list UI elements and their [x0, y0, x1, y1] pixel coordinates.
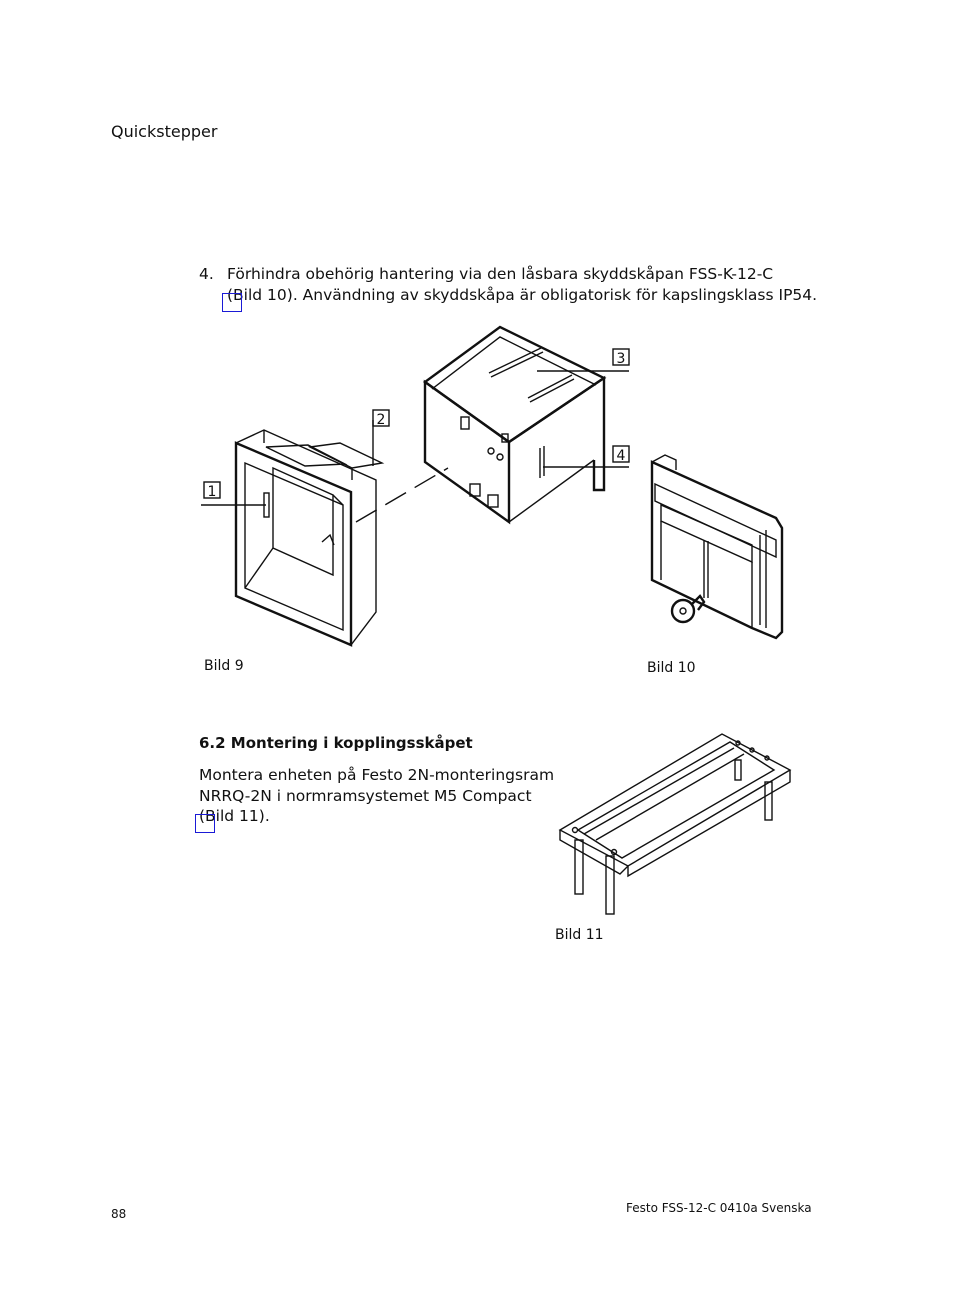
- callout-2-number: 2: [376, 412, 386, 428]
- section-heading: 6.2 Montering i kopplingsskåpet: [199, 734, 473, 752]
- mounting-rail-frame-drawing: [560, 734, 790, 914]
- caption-bild-10: Bild 10: [647, 660, 696, 676]
- document-id: Festo FSS-12-C 0410a Svenska: [626, 1201, 812, 1215]
- running-header: Quickstepper: [111, 122, 218, 141]
- callout-4-number: 4: [616, 448, 626, 464]
- paragraph-line-2: NRRQ-2N i normramsystemet M5 Compact: [199, 786, 532, 805]
- paragraph-line-3: (Bild 11).: [199, 807, 270, 825]
- page-number: 88: [111, 1207, 127, 1221]
- callout-3-number: 3: [616, 351, 626, 367]
- callout-1-number: 1: [207, 484, 217, 500]
- caption-bild-9: Bild 9: [204, 658, 244, 674]
- paragraph-line-1: Montera enheten på Festo 2N-monteringsram: [199, 766, 555, 784]
- step-text-line-2: (Bild 10). Användning av skyddskåpa är obligatorisk för kapslingsklass IP54.: [227, 285, 818, 304]
- caption-bild-11: Bild 11: [555, 927, 604, 943]
- step-text-line-1: Förhindra obehörig hantering via den låsbara skyddskåpan FSS-K-12-C: [227, 265, 774, 283]
- step-number: 4.: [199, 265, 214, 283]
